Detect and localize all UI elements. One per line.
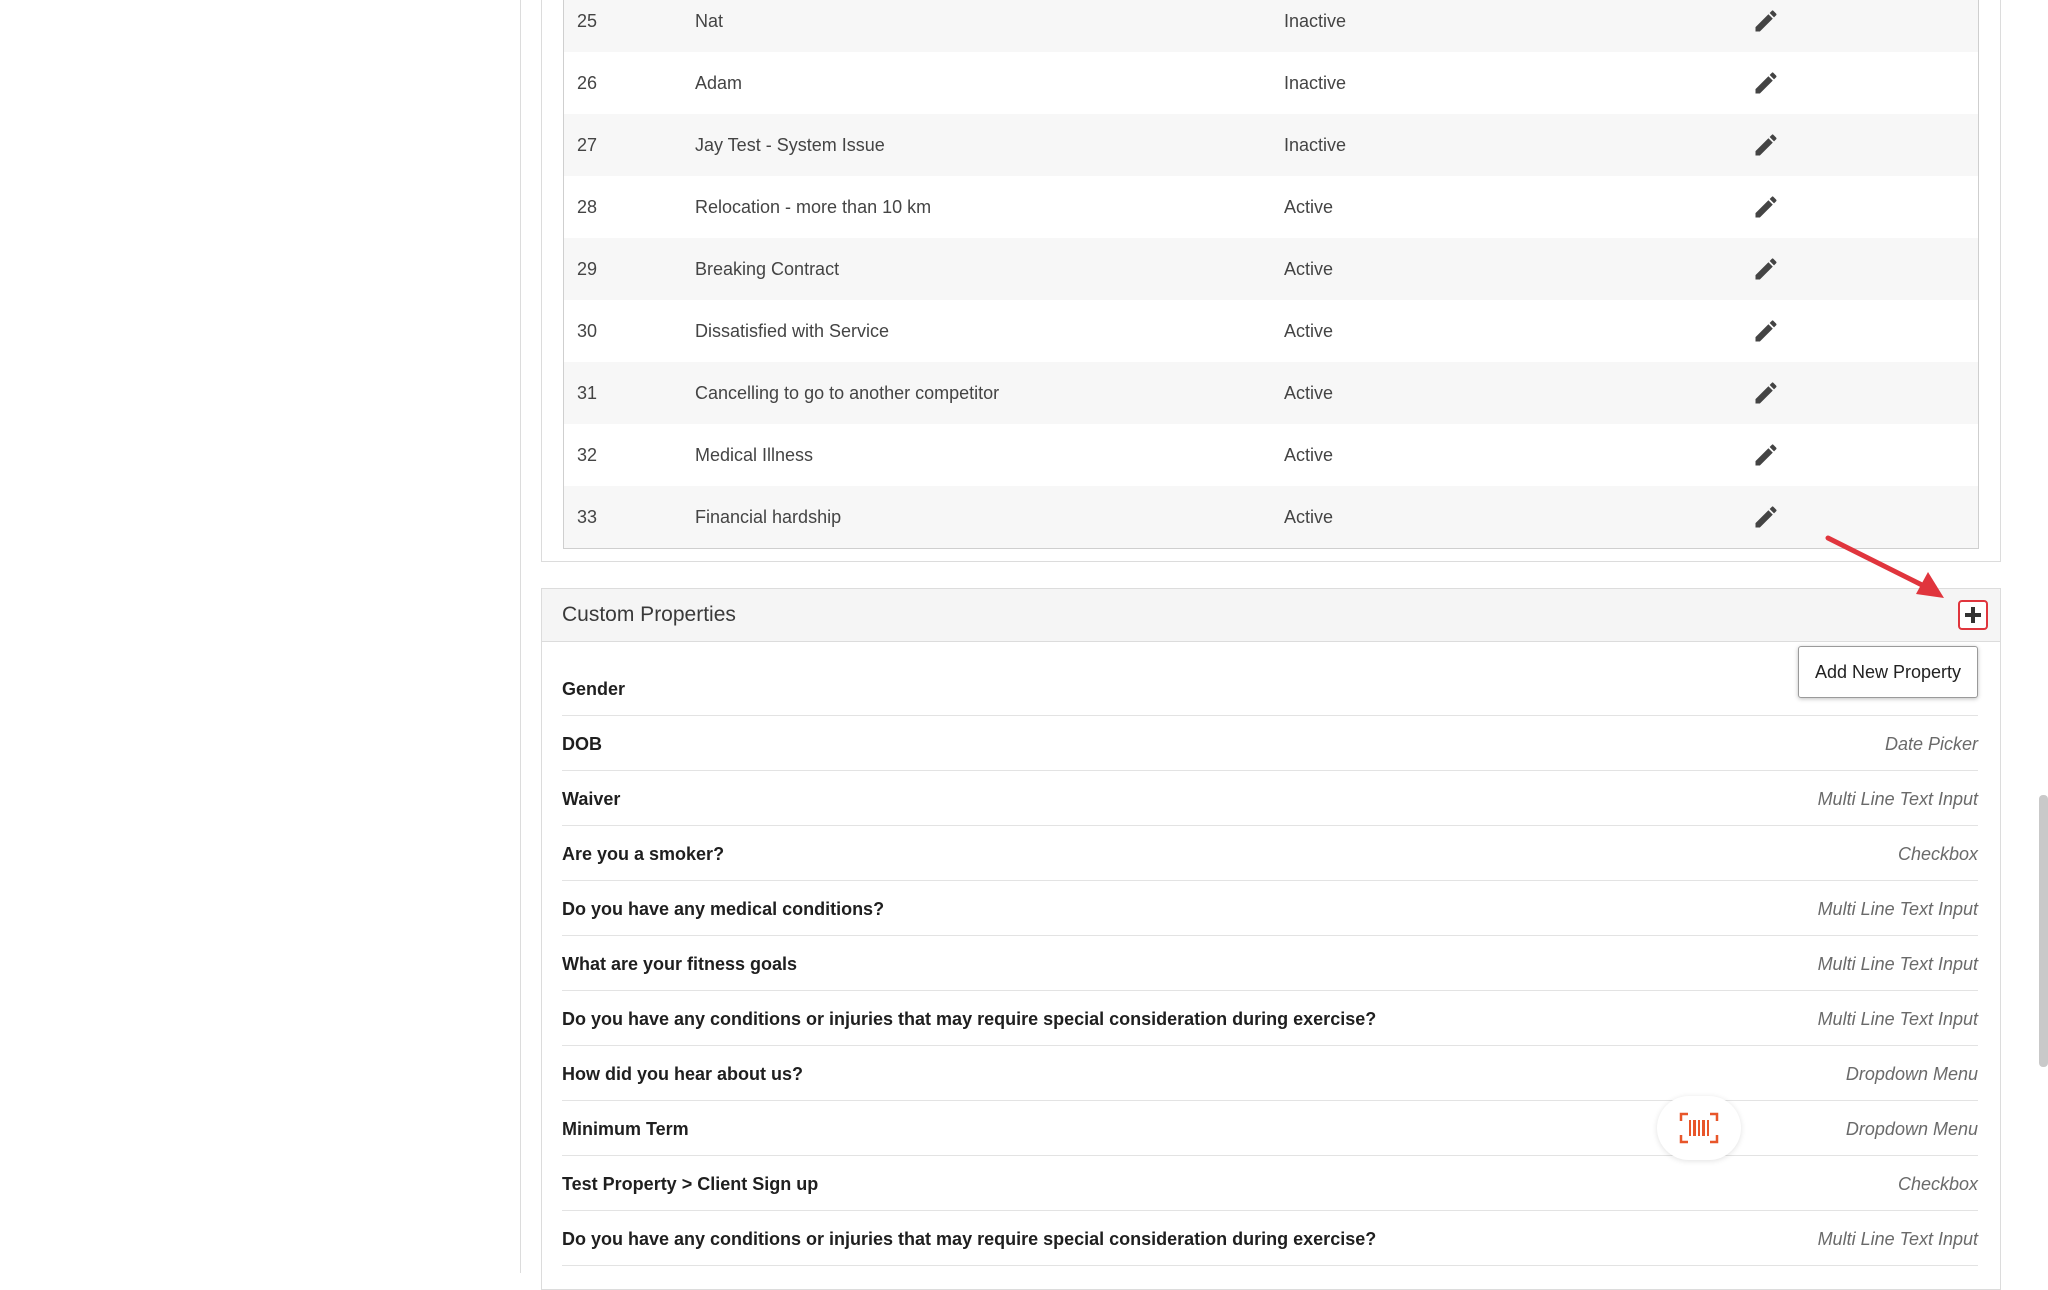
add-property-button[interactable] (1958, 600, 1988, 630)
pencil-icon[interactable] (1752, 255, 1780, 283)
table-row (564, 424, 1978, 486)
row-name: Financial hardship (695, 506, 842, 527)
table-row (564, 176, 1978, 238)
table-row (564, 300, 1978, 362)
property-type: Dropdown Menu (1845, 1119, 1978, 1139)
row-id: 27 (577, 134, 598, 155)
property-name: Do you have any conditions or injuries that may require special consideration during exercise? (562, 1229, 1377, 1249)
list-item[interactable] (562, 716, 1978, 771)
pencil-icon[interactable] (1752, 379, 1780, 407)
plus-square-icon (1963, 605, 1983, 625)
row-name: Nat (695, 10, 724, 31)
property-type: Date Picker (1884, 734, 1978, 754)
row-status: Inactive (1284, 72, 1347, 93)
row-name: Medical Illness (695, 444, 814, 465)
property-name: Minimum Term (562, 1119, 689, 1139)
row-id: 30 (577, 320, 598, 341)
property-type: Multi Line Text Input (1817, 1229, 1978, 1249)
property-type: Dropdown Menu (1845, 1064, 1978, 1084)
pencil-icon[interactable] (1752, 441, 1780, 469)
pencil-icon[interactable] (1752, 503, 1780, 531)
list-item[interactable] (562, 991, 1978, 1046)
table-row (564, 0, 1978, 52)
row-name: Dissatisfied with Service (695, 320, 890, 341)
table-row (564, 238, 1978, 300)
row-status: Active (1284, 258, 1334, 279)
row-id: 31 (577, 382, 598, 403)
row-status: Active (1284, 320, 1334, 341)
list-item[interactable] (562, 771, 1978, 826)
row-status: Inactive (1284, 134, 1347, 155)
table-row (564, 114, 1978, 176)
property-name: How did you hear about us? (562, 1064, 804, 1084)
row-name: Cancelling to go to another competitor (695, 382, 1000, 403)
pencil-icon[interactable] (1752, 317, 1780, 345)
list-item[interactable] (562, 826, 1978, 881)
row-status: Active (1284, 506, 1334, 527)
property-name: Waiver (562, 789, 621, 809)
custom-properties-header (542, 589, 2000, 642)
custom-properties-list (562, 641, 1978, 1266)
property-type: Multi Line Text Input (1817, 954, 1978, 974)
table-row (564, 362, 1978, 424)
property-name: DOB (562, 734, 602, 754)
row-status: Inactive (1284, 10, 1347, 31)
property-name: Test Property > Client Sign up (562, 1174, 819, 1194)
row-id: 25 (577, 10, 598, 31)
row-id: 29 (577, 258, 598, 279)
table-row (564, 52, 1978, 114)
property-type: Multi Line Text Input (1817, 899, 1978, 919)
property-type: Checkbox (1897, 1174, 1978, 1194)
property-name: Gender (562, 679, 626, 699)
row-id: 33 (577, 506, 598, 527)
annotation-arrow (1820, 534, 1950, 604)
row-status: Active (1284, 382, 1334, 403)
pencil-icon[interactable] (1752, 131, 1780, 159)
row-id: 26 (577, 72, 598, 93)
barcode-scan-icon (1679, 1112, 1719, 1144)
custom-properties-panel (541, 588, 2001, 1290)
list-item[interactable] (562, 1101, 1978, 1156)
row-id: 28 (577, 196, 598, 217)
property-name: What are your fitness goals (562, 954, 798, 974)
left-sidebar-area (0, 0, 521, 1273)
row-name: Breaking Contract (695, 258, 840, 279)
row-status: Active (1284, 444, 1334, 465)
row-name: Adam (695, 72, 743, 93)
barcode-scan-button[interactable] (1657, 1096, 1741, 1160)
list-item[interactable] (562, 641, 1978, 716)
row-name: Relocation - more than 10 km (695, 196, 932, 217)
add-property-tooltip: Add New Property (1798, 646, 1978, 698)
property-name: Do you have any medical conditions? (562, 899, 885, 919)
panel-title: Custom Properties (562, 603, 736, 626)
list-item[interactable] (562, 881, 1978, 936)
row-status: Active (1284, 196, 1334, 217)
property-name: Are you a smoker? (562, 844, 725, 864)
table-row (564, 486, 1978, 548)
property-type: Multi Line Text Input (1817, 789, 1978, 809)
list-item[interactable] (562, 1046, 1978, 1101)
pencil-icon[interactable] (1752, 7, 1780, 35)
scrollbar-track[interactable] (2034, 0, 2048, 1273)
pencil-icon[interactable] (1752, 69, 1780, 97)
reasons-table (563, 0, 1979, 549)
list-item[interactable] (562, 1211, 1978, 1266)
reasons-panel (541, 0, 2001, 562)
property-type: Multi Line Text Input (1817, 1009, 1978, 1029)
list-item[interactable] (562, 936, 1978, 991)
row-id: 32 (577, 444, 598, 465)
scrollbar-thumb[interactable] (2039, 795, 2048, 1067)
list-item[interactable] (562, 1156, 1978, 1211)
pencil-icon[interactable] (1752, 193, 1780, 221)
row-name: Jay Test - System Issue (695, 134, 885, 155)
property-type: Checkbox (1897, 844, 1978, 864)
property-name: Do you have any conditions or injuries that may require special consideration during exercise? (562, 1009, 1377, 1029)
